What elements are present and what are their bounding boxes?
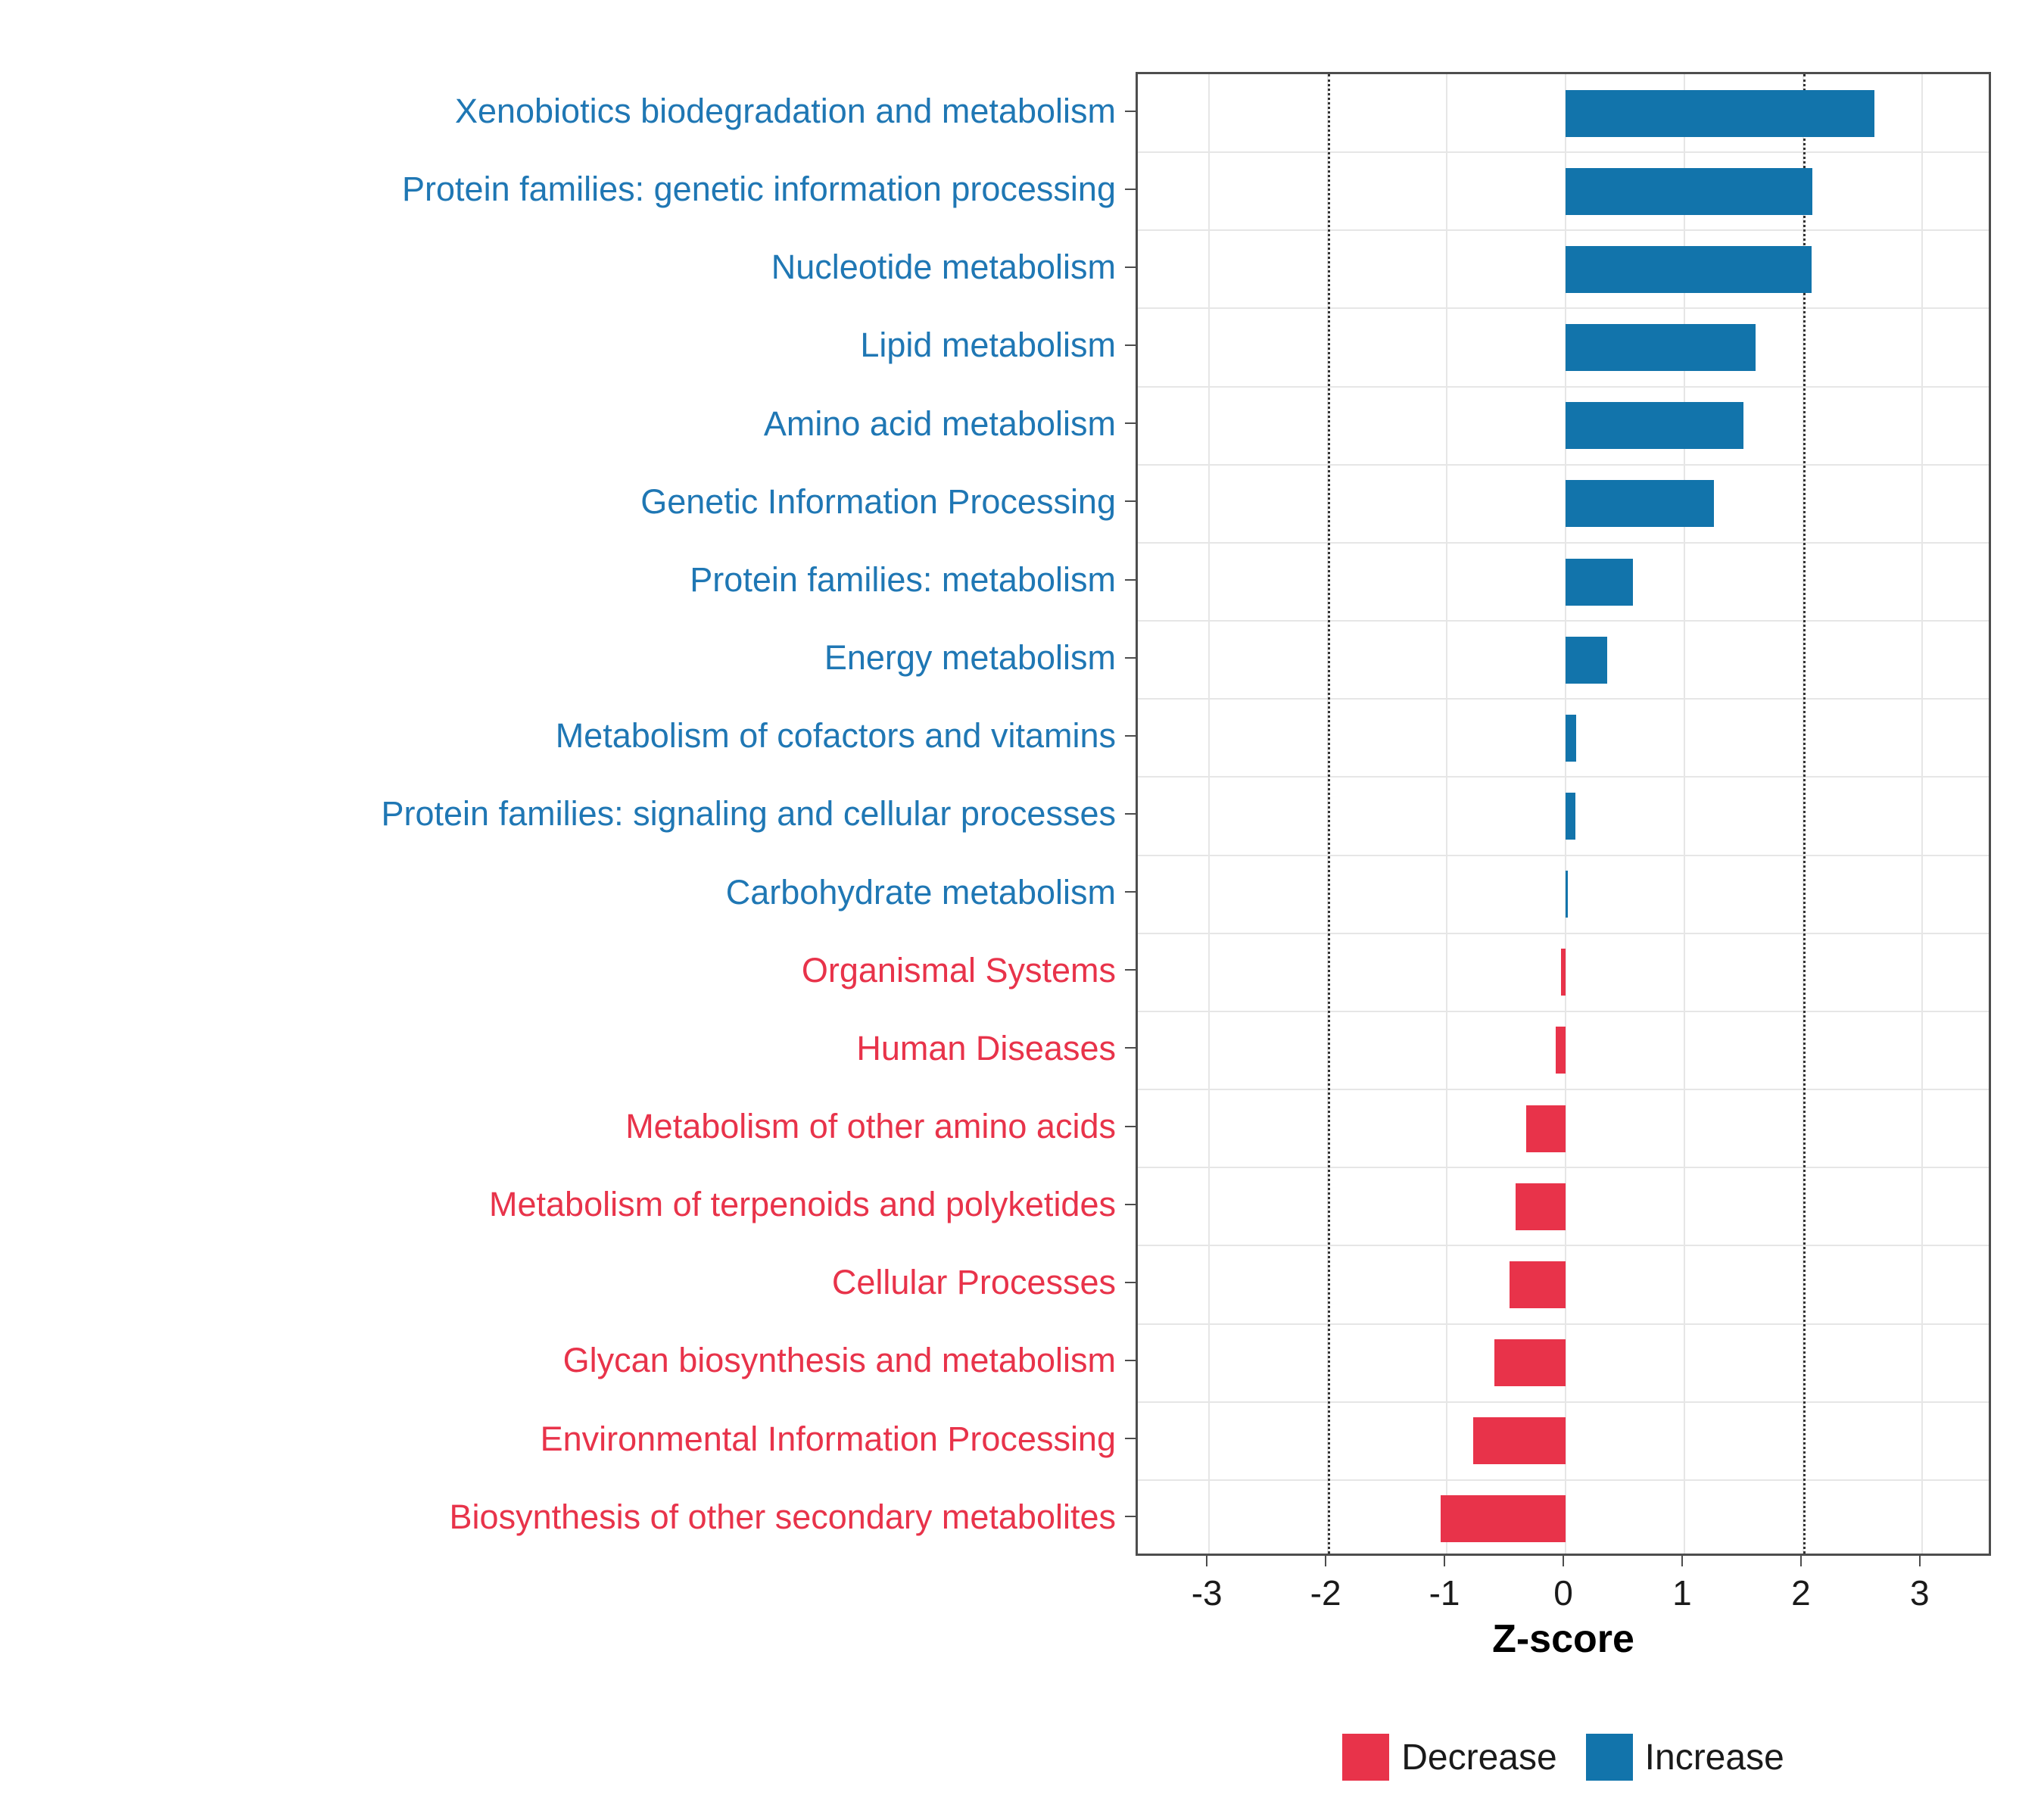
y-tick-mark — [1125, 422, 1136, 424]
chart-legend — [1136, 1734, 1991, 1781]
category-label: Metabolism of other amino acids — [625, 1106, 1116, 1145]
y-tick-mark — [1125, 1047, 1136, 1049]
category-label: Carbohydrate metabolism — [725, 872, 1116, 912]
bar-row — [1138, 246, 1989, 293]
x-tick-mark — [1919, 1556, 1921, 1566]
bar-row — [1138, 1183, 1989, 1230]
bar[interactable] — [1566, 871, 1568, 918]
x-tick-mark — [1206, 1556, 1207, 1566]
category-label-row — [0, 463, 1128, 541]
y-tick-mark — [1125, 111, 1136, 112]
category-label: Nucleotide metabolism — [771, 248, 1116, 287]
category-label-row — [0, 150, 1128, 228]
bar-row — [1138, 949, 1989, 996]
bar-row — [1138, 168, 1989, 215]
x-tick-label: 3 — [1910, 1573, 1930, 1613]
x-tick-label: -2 — [1310, 1573, 1341, 1613]
gridline-horizontal — [1138, 1089, 1989, 1090]
category-label: Human Diseases — [856, 1028, 1116, 1067]
y-tick-mark — [1125, 969, 1136, 971]
bar[interactable] — [1566, 793, 1575, 840]
category-label: Biosynthesis of other secondary metabolites — [449, 1497, 1116, 1536]
plot-panel — [1136, 72, 1991, 1556]
bar-row — [1138, 324, 1989, 371]
category-label: Energy metabolism — [824, 638, 1116, 678]
bar-row — [1138, 793, 1989, 840]
gridline-horizontal — [1138, 229, 1989, 231]
bar[interactable] — [1441, 1495, 1566, 1542]
y-tick-mark — [1125, 500, 1136, 502]
legend-item[interactable] — [1586, 1734, 1784, 1781]
gridline-horizontal — [1138, 1323, 1989, 1325]
gridline-horizontal — [1138, 1479, 1989, 1481]
bar-row — [1138, 1339, 1989, 1386]
legend-swatch — [1586, 1734, 1633, 1781]
category-label-row — [0, 853, 1128, 931]
category-label-row — [0, 1087, 1128, 1165]
y-tick-mark — [1125, 1516, 1136, 1517]
bar-row — [1138, 1495, 1989, 1542]
bar-row — [1138, 1105, 1989, 1152]
gridline-horizontal — [1138, 464, 1989, 466]
bar[interactable] — [1526, 1105, 1566, 1152]
category-label-row — [0, 697, 1128, 774]
gridline-horizontal — [1138, 542, 1989, 544]
legend-swatch — [1342, 1734, 1389, 1781]
y-tick-mark — [1125, 189, 1136, 190]
bar-row — [1138, 1417, 1989, 1464]
gridline-horizontal — [1138, 151, 1989, 153]
y-tick-mark — [1125, 891, 1136, 893]
x-tick-mark — [1800, 1556, 1802, 1566]
bar[interactable] — [1556, 1027, 1566, 1074]
bar-row — [1138, 90, 1989, 137]
bar[interactable] — [1561, 949, 1566, 996]
bar[interactable] — [1566, 246, 1812, 293]
legend-item[interactable] — [1342, 1734, 1556, 1781]
bar[interactable] — [1566, 90, 1874, 137]
bar-row — [1138, 559, 1989, 606]
y-tick-mark — [1125, 266, 1136, 268]
bar[interactable] — [1473, 1417, 1566, 1464]
category-label-row — [0, 1009, 1128, 1087]
bar[interactable] — [1566, 480, 1714, 527]
gridline-horizontal — [1138, 1401, 1989, 1403]
x-tick-label: -3 — [1191, 1573, 1223, 1613]
category-label: Organismal Systems — [801, 950, 1116, 990]
category-label: Cellular Processes — [831, 1263, 1116, 1302]
x-tick-mark — [1444, 1556, 1445, 1566]
category-label-row — [0, 228, 1128, 306]
category-label: Protein families: genetic information processing — [402, 170, 1116, 209]
bar-row — [1138, 1261, 1989, 1308]
bar-row — [1138, 402, 1989, 449]
category-label: Xenobiotics biodegradation and metabolism — [454, 91, 1116, 130]
category-label-row — [0, 774, 1128, 852]
category-label-row — [0, 385, 1128, 463]
gridline-horizontal — [1138, 1245, 1989, 1246]
y-tick-mark — [1125, 657, 1136, 659]
bar-row — [1138, 480, 1989, 527]
category-label-row — [0, 72, 1128, 150]
gridline-horizontal — [1138, 1011, 1989, 1012]
y-tick-mark — [1125, 1360, 1136, 1361]
bar[interactable] — [1494, 1339, 1566, 1386]
bar[interactable] — [1510, 1261, 1566, 1308]
y-tick-mark — [1125, 735, 1136, 737]
category-label-row — [0, 1243, 1128, 1321]
x-tick-mark — [1563, 1556, 1564, 1566]
y-tick-mark — [1125, 813, 1136, 815]
category-label: Glycan biosynthesis and metabolism — [562, 1341, 1116, 1380]
x-tick-label: -1 — [1429, 1573, 1460, 1613]
category-label: Protein families: signaling and cellular processes — [381, 794, 1116, 834]
gridline-horizontal — [1138, 307, 1989, 309]
category-label-row — [0, 306, 1128, 384]
category-label-row — [0, 1322, 1128, 1400]
category-label: Amino acid metabolism — [763, 404, 1116, 443]
bar[interactable] — [1566, 559, 1633, 606]
legend-label: Increase — [1644, 1737, 1784, 1778]
category-label-row — [0, 1400, 1128, 1478]
bar[interactable] — [1516, 1183, 1566, 1230]
x-tick-label: 2 — [1791, 1573, 1811, 1613]
category-label-column — [0, 72, 1128, 1556]
bar-row — [1138, 715, 1989, 762]
category-label: Metabolism of terpenoids and polyketides — [489, 1185, 1116, 1224]
bar-row — [1138, 871, 1989, 918]
y-tick-mark — [1125, 1282, 1136, 1283]
bar[interactable] — [1566, 637, 1607, 684]
category-label-row — [0, 1165, 1128, 1243]
legend-label: Decrease — [1401, 1737, 1557, 1778]
gridline-horizontal — [1138, 698, 1989, 700]
category-label: Environmental Information Processing — [540, 1419, 1116, 1458]
y-tick-mark — [1125, 1126, 1136, 1127]
category-label: Lipid metabolism — [860, 326, 1116, 365]
gridline-horizontal — [1138, 386, 1989, 388]
x-tick-mark — [1325, 1556, 1326, 1566]
gridline-horizontal — [1138, 933, 1989, 934]
y-tick-mark — [1125, 344, 1136, 346]
bar-row — [1138, 637, 1989, 684]
category-label-row — [0, 619, 1128, 697]
bar[interactable] — [1566, 168, 1812, 215]
bar[interactable] — [1566, 715, 1576, 762]
gridline-horizontal — [1138, 776, 1989, 778]
category-label: Protein families: metabolism — [690, 559, 1116, 599]
category-label-row — [0, 1478, 1128, 1556]
bar-row — [1138, 1027, 1989, 1074]
bar[interactable] — [1566, 402, 1743, 449]
category-label-row — [0, 931, 1128, 1009]
x-tick-mark — [1681, 1556, 1683, 1566]
category-label: Metabolism of cofactors and vitamins — [555, 716, 1116, 756]
y-tick-mark — [1125, 1204, 1136, 1205]
x-tick-label: 1 — [1672, 1573, 1692, 1613]
gridline-horizontal — [1138, 620, 1989, 622]
gridline-horizontal — [1138, 855, 1989, 856]
gridline-horizontal — [1138, 1167, 1989, 1168]
bar[interactable] — [1566, 324, 1756, 371]
x-axis-title: Z-score — [1492, 1617, 1634, 1661]
category-label-row — [0, 541, 1128, 619]
y-tick-mark — [1125, 579, 1136, 581]
category-label: Genetic Information Processing — [640, 482, 1116, 521]
x-tick-label: 0 — [1553, 1573, 1573, 1613]
y-tick-mark — [1125, 1438, 1136, 1439]
